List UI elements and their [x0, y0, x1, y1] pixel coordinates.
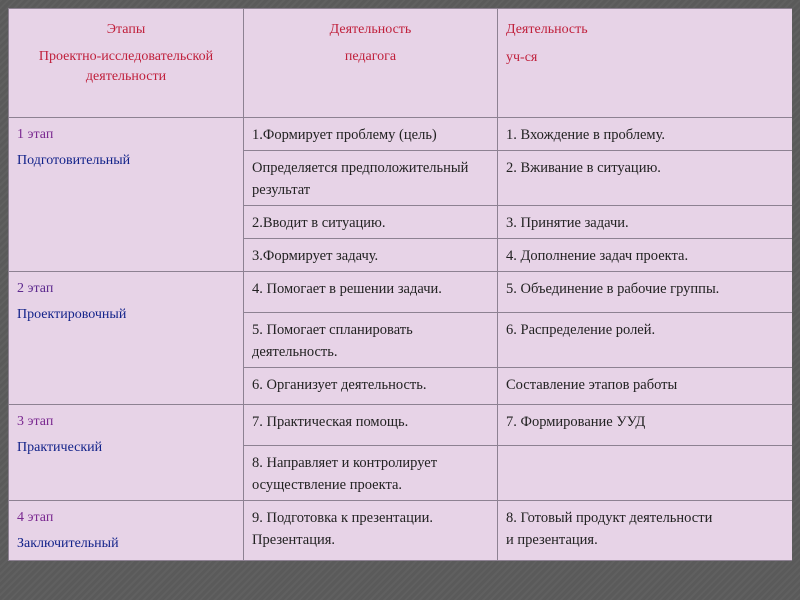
stage-1-number: 1 этап: [17, 127, 54, 142]
student-activity-line: и презентация.: [506, 532, 598, 548]
student-activity-cell: Составление этапов работы: [498, 368, 793, 405]
header-teacher-title: Деятельность: [329, 22, 412, 37]
student-activity-cell: [498, 501, 793, 561]
teacher-activity-cell: 7. Практическая помощь.: [244, 405, 498, 446]
student-activity-cell: [498, 446, 793, 501]
stage-3-name: Практический: [17, 440, 103, 455]
student-activity-line: 8. Готовый продукт деятельности: [506, 510, 713, 526]
student-activity-cell: 1. Вхождение в проблему.: [498, 118, 793, 151]
teacher-activity-cell: 5. Помогает спланировать деятельность.: [244, 313, 498, 368]
teacher-activity-cell: 1.Формирует проблему (цель): [244, 118, 498, 151]
teacher-activity-cell: Определяется предположительный результат: [244, 151, 498, 206]
stage-2-cell: [9, 272, 244, 405]
table-row: [9, 118, 793, 151]
header-teacher-subtitle: педагога: [344, 49, 397, 64]
stage-3-cell: [9, 405, 244, 501]
header-student-title: Деятельность: [506, 22, 588, 37]
stage-4-number: 4 этап: [17, 510, 54, 525]
teacher-activity-cell: 3.Формирует задачу.: [244, 239, 498, 272]
table-row: [9, 272, 793, 313]
header-stages-cell: [9, 9, 244, 118]
header-stages-title: Этапы: [106, 22, 146, 37]
teacher-activity-cell: [244, 501, 498, 561]
stage-1-cell: [9, 118, 244, 272]
teacher-activity-cell: 8. Направляет и контролирует осуществление проекта.: [244, 446, 498, 501]
student-activity-cell: 5. Объединение в рабочие группы.: [498, 272, 793, 313]
stage-3-number: 3 этап: [17, 414, 54, 429]
table-row: [9, 405, 793, 446]
student-activity-cell: 7. Формирование УУД: [498, 405, 793, 446]
student-activity-cell: 2. Вживание в ситуацию.: [498, 151, 793, 206]
project-stages-table: [8, 8, 792, 561]
teacher-activity-cell: 4. Помогает в решении задачи.: [244, 272, 498, 313]
teacher-activity-line: 9. Подготовка к презентации.: [252, 510, 434, 526]
stage-4-cell: [9, 501, 244, 561]
table-row: [9, 501, 793, 561]
stage-4-name: Заключительный: [17, 536, 119, 551]
table-header-row: [9, 9, 793, 118]
student-activity-cell: 6. Распределение ролей.: [498, 313, 793, 368]
stage-2-name: Проектировочный: [17, 307, 127, 322]
student-activity-cell: 4. Дополнение задач проекта.: [498, 239, 793, 272]
teacher-activity-cell: 2.Вводит в ситуацию.: [244, 206, 498, 239]
header-teacher-cell: [244, 9, 498, 118]
stage-2-number: 2 этап: [17, 281, 54, 296]
header-student-subtitle: уч-ся: [506, 50, 538, 65]
teacher-activity-cell: 6. Организует деятельность.: [244, 368, 498, 405]
header-student-cell: [498, 9, 793, 118]
teacher-activity-line: Презентация.: [252, 532, 336, 548]
slide: [8, 8, 792, 600]
header-stages-subtitle: Проектно-исследовательской деятельности: [38, 49, 214, 84]
stage-1-name: Подготовительный: [17, 153, 131, 168]
student-activity-cell: 3. Принятие задачи.: [498, 206, 793, 239]
